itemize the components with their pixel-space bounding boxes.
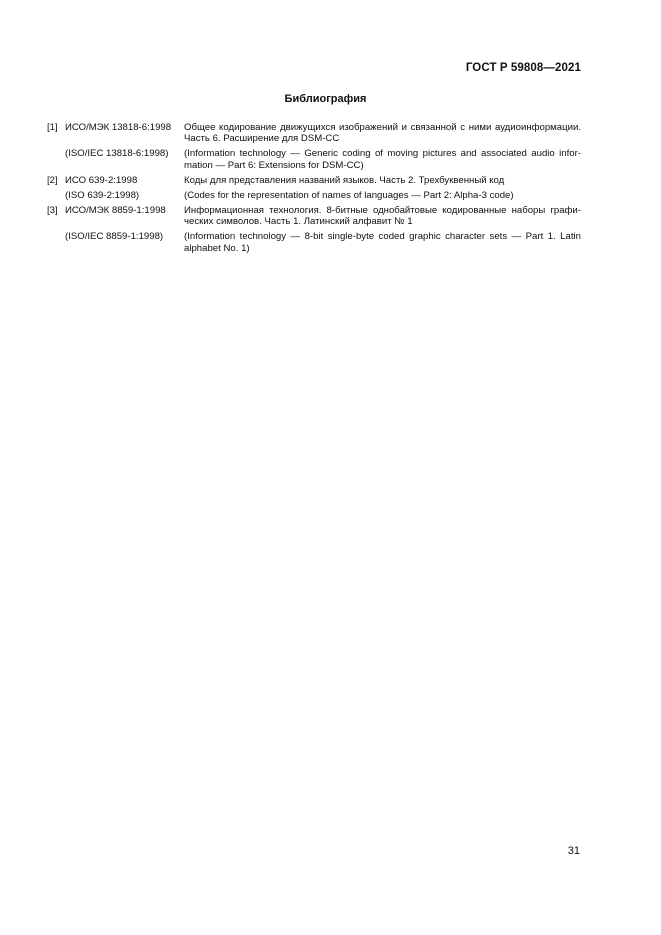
bibliography-entry [47,175,581,186]
entry-description: (Information technology — Generic coding of moving pictures and associated audio information — Part 6: Extensions for DSM-CC) [184,148,581,171]
entry-number [47,231,65,254]
bibliography-entry [47,190,581,201]
entry-reference: ИСО/МЭК 8859-1:1998 [65,204,166,216]
entry-description: (Information technology — 8-bit single-byte coded graphic character sets — Part 1. Latin alphabet No. 1) [184,231,581,254]
bibliography-list [47,122,581,258]
entry-reference: (ISO/IEC 13818-6:1998) [65,148,169,160]
entry-reference: (ISO/IEC 8859-1:1998) [65,231,164,243]
entry-reference: ИСО/МЭК 13818-6:1998 [65,122,172,133]
entry-number: [2] [47,174,58,186]
page-number: 31 [567,845,580,857]
bibliography-entry [47,122,581,145]
entry-number: [1] [47,122,58,133]
entry-number [47,190,65,201]
bibliography-entry [47,205,581,228]
document-code: ГОСТ Р 59808—2021 [465,62,581,74]
bibliography-entry [47,231,581,254]
entry-description: Коды для представления названий языков. Часть 2. Трехбуквенный код [184,174,505,186]
entry-number: [3] [47,204,58,216]
entry-reference: ИСО 639-2:1998 [65,174,138,186]
entry-description: Информационная технология. 8-битные однобайтовые кодированные наборы графических символов. Часть 1. Латинский алфавит № 1 [184,204,581,228]
bibliography-entry [47,148,581,171]
entry-description: Общее кодирование движущихся изображений и связанной с ними аудиоинформации. Часть 6. Расширение для DSM-CC [184,122,581,145]
entry-number [47,148,65,171]
entry-reference: (ISO 639-2:1998) [65,189,140,201]
section-title: Библиография [284,93,367,105]
entry-description: (Codes for the representation of names of languages — Part 2: Alpha-3 code) [184,189,514,201]
